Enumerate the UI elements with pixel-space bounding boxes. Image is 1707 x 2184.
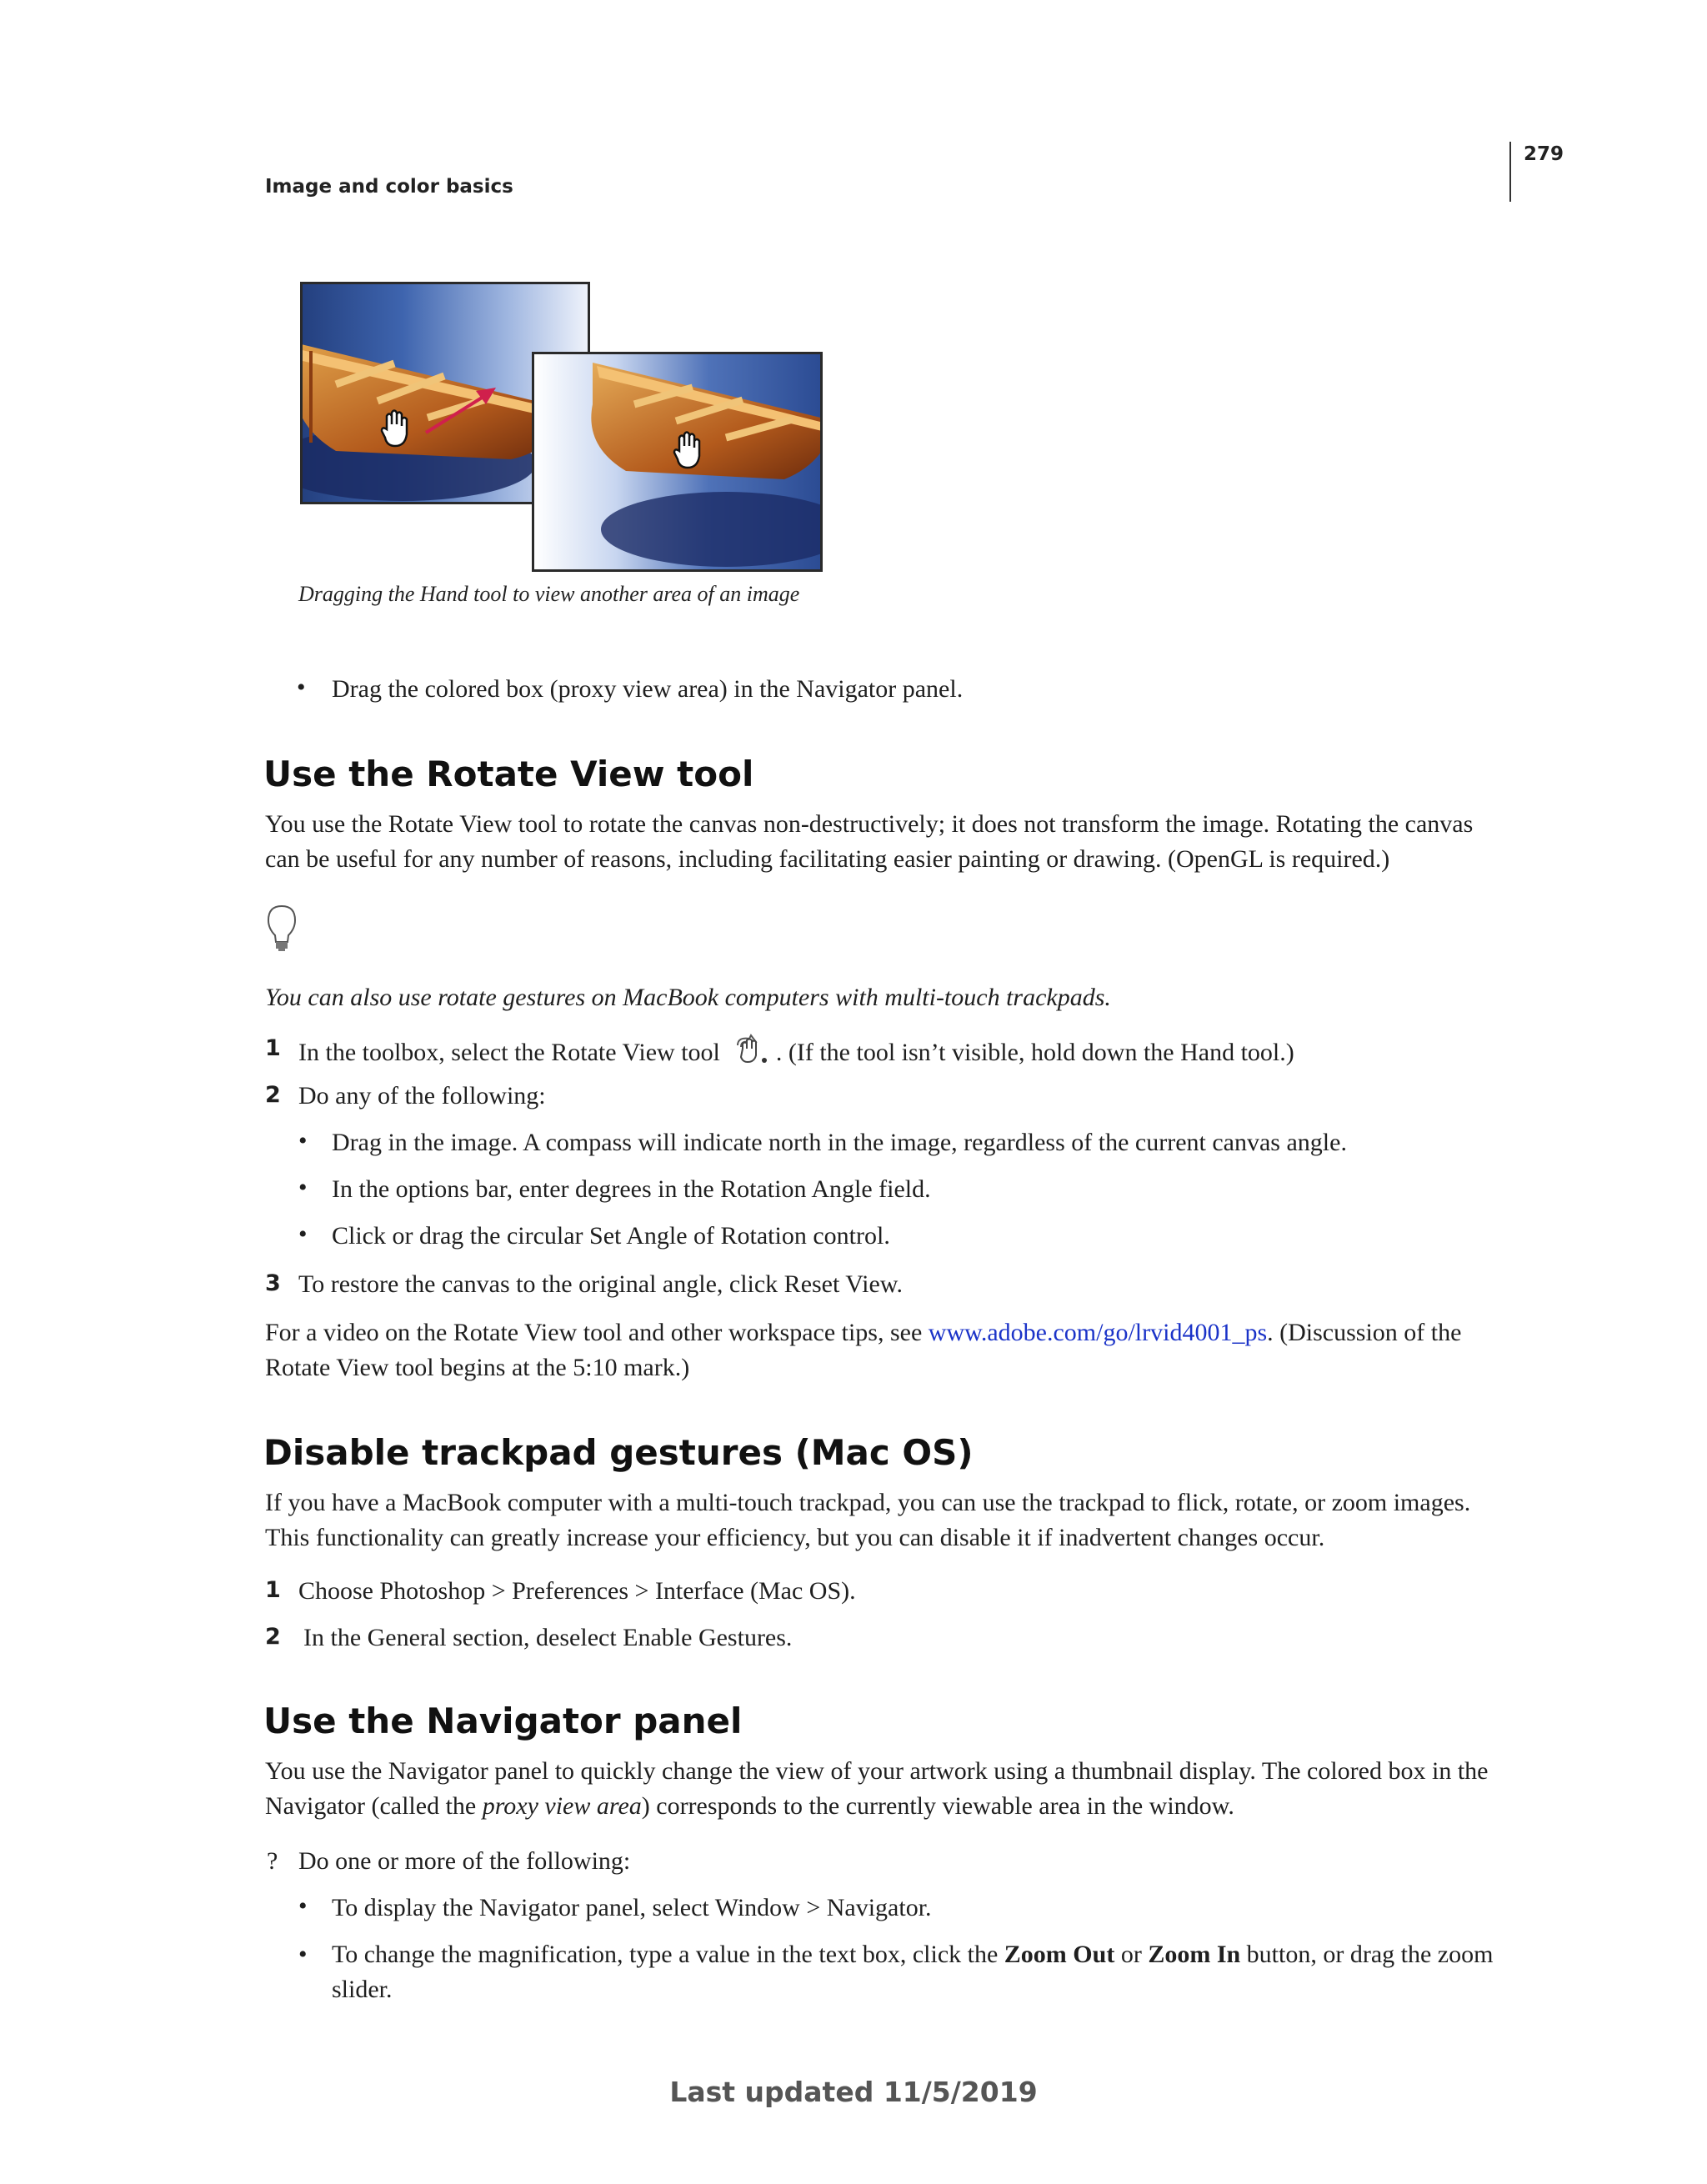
boat-illustration-after	[534, 354, 823, 572]
step-number: 3	[265, 1270, 281, 1296]
footer-last-updated: Last updated 11/5/2019	[669, 2076, 1038, 2108]
trackpad-step-2: In the General section, deselect Enable Gestures.	[303, 1624, 793, 1651]
rotate-bullet: Click or drag the circular Set Angle of Rotation control.	[332, 1222, 890, 1250]
rotate-view-tool-icon	[731, 1032, 769, 1065]
navigator-body-end: ) corresponds to the currently viewable area in the window.	[641, 1792, 1234, 1820]
rotate-bullet: Drag in the image. A compass will indicate north in the image, regardless of the current canvas angle.	[332, 1129, 1347, 1156]
video-paragraph	[265, 1315, 1503, 1385]
bullet-mark: •	[298, 1127, 308, 1155]
trackpad-step-1: Choose Photoshop > Preferences > Interface (Mac OS).	[298, 1577, 856, 1605]
boat-photo-after	[532, 352, 823, 572]
navigator-body-text: You use the Navigator panel to quickly change the view of your artwork using a thumbnail display. The colored box in the Navigator (called the	[265, 1757, 1489, 1820]
bullet-mark: •	[297, 674, 306, 701]
navigator-body-emphasis: proxy view area	[482, 1792, 642, 1820]
page-number: 279	[1524, 143, 1564, 165]
navigator-bullet-2-text: To change the magnification, type a value in the text box, click the	[332, 1941, 1004, 1968]
navigator-bullet-2	[332, 1937, 1499, 2007]
bullet-mark: •	[298, 1892, 308, 1920]
header-divider	[1509, 142, 1511, 202]
heading-trackpad: Disable trackpad gestures (Mac OS)	[263, 1432, 974, 1473]
heading-navigator: Use the Navigator panel	[263, 1701, 743, 1741]
video-text: For a video on the Rotate View tool and other workspace tips, see	[265, 1319, 929, 1346]
bullet-mark: •	[298, 1941, 308, 1968]
rotate-step-1-text: In the toolbox, select the Rotate View tool	[298, 1039, 720, 1066]
intro-bullet-text: Drag the colored box (proxy view area) in the Navigator panel.	[332, 675, 964, 703]
running-head: Image and color basics	[265, 176, 513, 198]
rotate-step-1	[298, 1032, 1507, 1070]
bullet-mark: •	[298, 1174, 308, 1201]
navigator-bullet-2-end: button, or drag the zoom slider.	[332, 1941, 1494, 2003]
heading-rotate-view: Use the Rotate View tool	[263, 754, 754, 794]
zoom-out-label: Zoom Out	[1004, 1941, 1115, 1968]
video-text-end: . (Discussion of the Rotate View tool begins at the 5:10 mark.)	[265, 1319, 1462, 1381]
figure-caption: Dragging the Hand tool to view another area of an image	[298, 582, 800, 606]
boat-figure	[300, 282, 825, 574]
step-number: 2	[265, 1624, 281, 1650]
rotate-bullet: In the options bar, enter degrees in the Rotation Angle field.	[332, 1175, 931, 1203]
step-number: 1	[265, 1035, 281, 1061]
tip-text: You can also use rotate gestures on MacBook computers with multi-touch trackpads.	[265, 984, 1111, 1011]
rotate-step-1-note: . (If the tool isn’t visible, hold down the Hand tool.)	[775, 1039, 1294, 1066]
trackpad-body: If you have a MacBook computer with a multi-touch trackpad, you can use the trackpad to flick, rotate, or zoom images. This functionality can greatly increase your efficiency, but you can disable it if inadvertent changes occur.	[265, 1489, 1471, 1551]
zoom-in-label: Zoom In	[1148, 1941, 1241, 1968]
rotate-step-3: To restore the canvas to the original angle, click Reset View.	[298, 1270, 904, 1298]
video-link[interactable]: www.adobe.com/go/lrvid4001_ps	[928, 1319, 1268, 1346]
navigator-body	[265, 1754, 1503, 1824]
navigator-bullet-2-or: or	[1114, 1941, 1149, 1968]
bullet-mark: •	[298, 1220, 308, 1248]
lightbulb-tip-icon	[265, 904, 298, 954]
rotate-view-body: You use the Rotate View tool to rotate the canvas non-destructively; it does not transform the image. Rotating the canvas can be useful for any number of reasons, including facilitating easier painting or drawing. (OpenGL is required.)	[265, 810, 1474, 873]
navigator-lead: Do one or more of the following:	[298, 1847, 631, 1875]
step-number: 1	[265, 1577, 281, 1603]
navigator-bullet-1: To display the Navigator panel, select Window > Navigator.	[332, 1894, 932, 1921]
rotate-step-2: Do any of the following:	[298, 1082, 546, 1110]
lead-mark: ?	[267, 1847, 278, 1875]
step-number: 2	[265, 1082, 281, 1108]
